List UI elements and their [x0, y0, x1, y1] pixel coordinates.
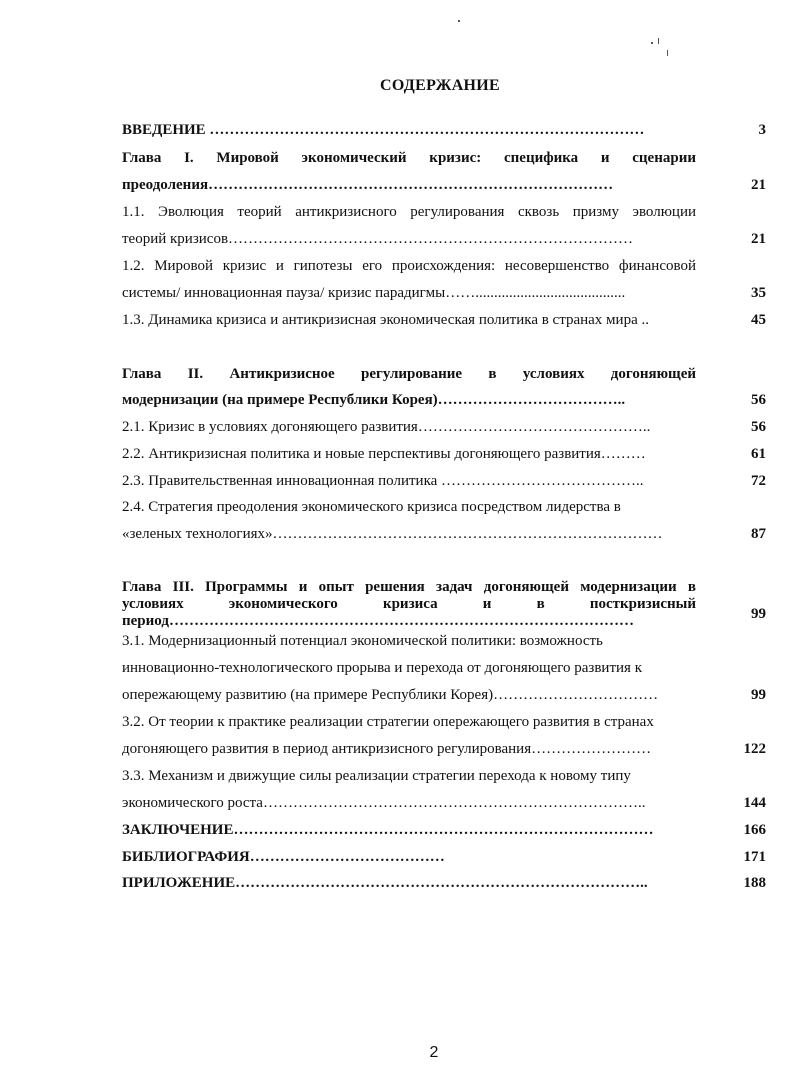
- toc-page-number: 87: [751, 526, 766, 542]
- scan-artifact-mark: [651, 42, 653, 44]
- toc-entry-text: 1.1. Эволюция теорий антикризисного регулирования сквозь призму эволюции: [122, 204, 696, 220]
- scan-artifact-mark: [658, 38, 659, 44]
- toc-page-number: 21: [751, 231, 766, 247]
- toc-page-number: 21: [751, 177, 766, 193]
- toc-entry-text: 3.3. Механизм и движущие силы реализации стратегии перехода к новому типу: [122, 768, 631, 784]
- toc-entry-text: «зеленых технологиях»……………………………………………………………………: [122, 526, 663, 542]
- toc-entry-text: период…………………………………………………………………………………: [122, 613, 634, 629]
- toc-entry-text: 3.2. От теории к практике реализации стратегии опережающего развития в странах: [122, 714, 654, 730]
- toc-page-number: 122: [743, 741, 766, 757]
- scan-artifact-mark: [667, 50, 668, 56]
- toc-page-number: 45: [751, 312, 766, 328]
- toc-entry-text: 1.2. Мировой кризис и гипотезы его происхождения: несовершенство финансовой: [122, 258, 696, 274]
- toc-page-number: 3: [758, 122, 766, 138]
- toc-entry-text: догоняющего развития в период антикризисного регулирования……………………: [122, 741, 652, 757]
- toc-page-number: 56: [751, 392, 766, 408]
- toc-page-number: 171: [743, 849, 766, 865]
- toc-entry-text: Глава III. Программы и опыт решения задач догоняющей модернизации в: [122, 579, 696, 595]
- toc-entry-text: 3.1. Модернизационный потенциал экономической политики: возможность: [122, 633, 603, 649]
- toc-entry-text: ПРИЛОЖЕНИЕ………………………………………………………………………..: [122, 875, 648, 891]
- toc-entry-text: опережающему развитию (на примере Республики Корея)……………………………: [122, 687, 659, 703]
- toc-entry-text: теорий кризисов………………………………………………………………………: [122, 231, 634, 247]
- toc-page-number: 166: [743, 822, 766, 838]
- toc-entry-text: Глава I. Мировой экономический кризис: специфика и сценарии: [122, 150, 696, 166]
- toc-entry-text: преодоления………………………………………………………………………: [122, 177, 614, 193]
- toc-entry-text: ЗАКЛЮЧЕНИЕ…………………………………………………………………………: [122, 822, 654, 838]
- scan-artifact-dot: [458, 20, 460, 22]
- toc-entry-text: системы/ инновационная пауза/ кризис парадигмы……........................................: [122, 285, 626, 301]
- toc-page-number: 35: [751, 285, 766, 301]
- toc-page-number: 188: [743, 875, 766, 891]
- toc-entry-text: ВВЕДЕНИЕ ……………………………………………………………………………: [122, 122, 645, 138]
- toc-page-number: 99: [751, 687, 766, 703]
- toc-entry-text: условиях экономического кризиса и в посткризисный: [122, 596, 696, 612]
- toc-page-number: 72: [751, 473, 766, 489]
- toc-entry-text: 1.3. Динамика кризиса и антикризисная экономическая политика в странах мира ..: [122, 312, 649, 328]
- toc-entry-text: 2.4. Стратегия преодоления экономического кризиса посредством лидерства в: [122, 499, 621, 515]
- toc-entry-text: БИБЛИОГРАФИЯ…………………………………: [122, 849, 445, 865]
- toc-entry-text: 2.3. Правительственная инновационная политика …………………………………..: [122, 473, 644, 489]
- toc-entry-text: 2.1. Кризис в условиях догоняющего развития………………………………………..: [122, 419, 651, 435]
- toc-page-number: 144: [743, 795, 766, 811]
- toc-page-number: 56: [751, 419, 766, 435]
- toc-entry-text: Глава II. Антикризисное регулирование в условиях догоняющей: [122, 366, 696, 382]
- toc-entry-text: 2.2. Антикризисная политика и новые перспективы догоняющего развития………: [122, 446, 646, 462]
- toc-entry-text: экономического роста…………………………………………………………………..: [122, 795, 646, 811]
- toc-page-number: 61: [751, 446, 766, 462]
- footer-page-number: 2: [429, 1044, 439, 1061]
- toc-entry-text: инновационно-технологического прорыва и перехода от догоняющего развития к: [122, 660, 642, 676]
- toc-entry-text: модернизации (на примере Республики Корея)………………………………..: [122, 392, 626, 408]
- toc-page-number: 99: [751, 606, 766, 622]
- page-title: СОДЕРЖАНИЕ: [379, 77, 501, 94]
